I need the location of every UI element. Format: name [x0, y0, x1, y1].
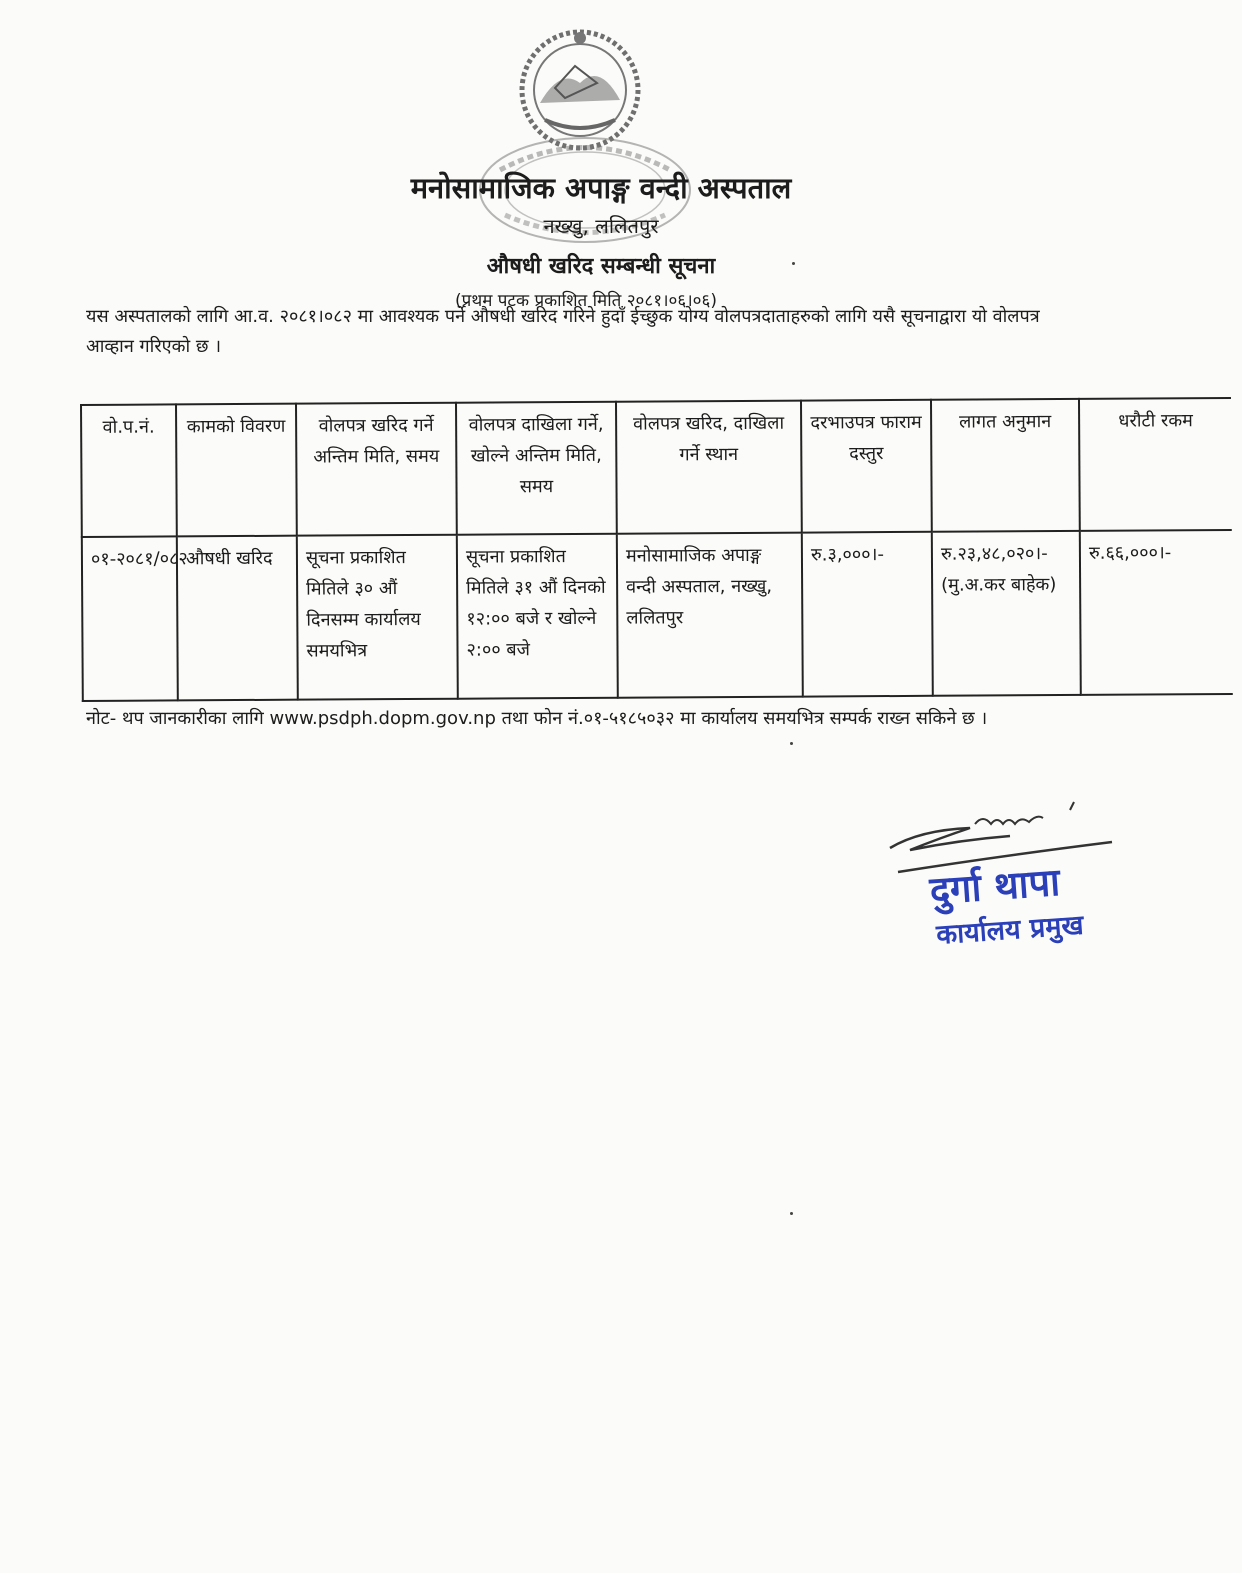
header-cost-estimate: लागत अनुमान: [931, 399, 1080, 532]
contact-note: नोट- थप जानकारीका लागि www.psdph.dopm.gov.np तथा फोन नं.०१-५१८५०३२ मा कार्यालय समयभित्र सम्पर्क राख्न सकिने छ ।: [86, 708, 988, 729]
header-submission-deadline: वोलपत्र दाखिला गर्ने, खोल्ने अन्तिम मिति, समय: [456, 402, 617, 535]
paper-speck: [792, 262, 795, 265]
signatory-name: दुर्गा थापा: [928, 859, 1062, 913]
cell-description: औषधी खरिद: [177, 536, 298, 701]
office-address: नख्खु, ललितपुर: [543, 214, 659, 238]
paper-speck: [790, 1212, 793, 1215]
publish-date: (प्रथम पटक प्रकाशित मिति २०८१।०६।०६): [455, 291, 717, 311]
header-description: कामको विवरण: [176, 404, 297, 537]
header-purchase-deadline: वोलपत्र खरिद गर्ने अन्तिम मिति, समय: [296, 403, 457, 536]
table-row: [82, 530, 1233, 701]
header-bid-no: वो.प.नं.: [81, 404, 177, 537]
intro-paragraph: यस अस्पतालको लागि आ.व. २०८१।०८२ मा आवश्यक पर्ने औषधी खरिद गरिने हुदाँ ईच्छुक योग्य वोलपत्रदाताहरुको लागि यसै सूचनाद्वारा यो वोलपत्र आव्हान गरिएको छ ।: [86, 306, 1040, 357]
cell-form-fee: रु.३,०००।-: [802, 532, 933, 697]
signatory-title: कार्यालय प्रमुख: [935, 909, 1085, 951]
cell-bid-no: ०१-२०८१/०८२: [82, 536, 178, 701]
header-form-fee: दरभाउपत्र फाराम दस्तुर: [801, 400, 932, 533]
cell-purchase-deadline: सूचना प्रकाशित मितिले ३० औं दिनसम्म कार्यालय समयभित्र: [297, 535, 458, 700]
cell-location: मनोसामाजिक अपाङ्ग वन्दी अस्पताल, नख्खु, ललितपुर: [617, 533, 803, 698]
table-header-row: [81, 398, 1232, 537]
header-location: वोलपत्र खरिद, दाखिला गर्ने स्थान: [616, 401, 802, 534]
header-bid-security: धरौटी रकम: [1079, 398, 1232, 531]
cell-submission-deadline: सूचना प्रकाशित मितिले ३१ औं दिनको १२:०० बजे र खोल्ने २:०० बजे: [457, 534, 618, 699]
notice-title: औषधी खरिद सम्बन्धी सूचना: [486, 254, 716, 279]
tender-table: [80, 397, 1233, 702]
office-name: मनोसामाजिक अपाङ्ग वन्दी अस्पताल: [410, 171, 792, 205]
paper-speck: [790, 742, 793, 745]
cell-bid-security: रु.६६,०००।-: [1080, 530, 1233, 695]
cell-cost-estimate: रु.२३,४८,०२०।- (मु.अ.कर बाहेक): [932, 531, 1081, 696]
